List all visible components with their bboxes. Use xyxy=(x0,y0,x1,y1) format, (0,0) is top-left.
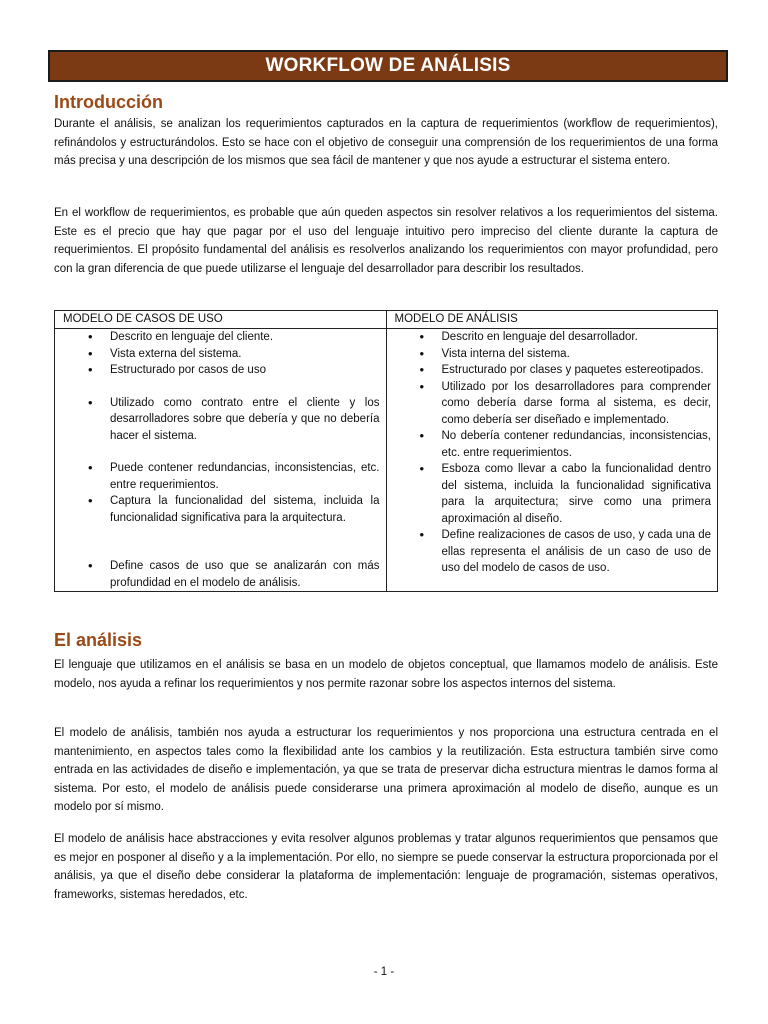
analysis-paragraph-1: El lenguaje que utilizamos en el análisis se basa en un modelo de objetos conceptual, que llamamos modelo de análisis. Este modelo, nos ayuda a refinar los requerimientos y nos permite razonar sobre los aspectos internos del sistema. xyxy=(54,659,718,690)
table-body-row xyxy=(55,329,718,592)
comparison-table xyxy=(54,310,718,592)
analysis-model-list xyxy=(387,329,718,577)
list-item: • Define realizaciones de casos de uso, y cada una de ellas representa el análisis de un caso de uso de uso del modelo de casos de uso. xyxy=(387,527,718,577)
use-case-model-cell xyxy=(55,329,387,592)
use-case-model-list xyxy=(55,329,386,591)
list-item: • Utilizado por los desarrolladores para comprender como debería darse forma al sistema, es decir, como debería ser diseñado e implementado. xyxy=(387,379,718,429)
intro-paragraph-1: Durante el análisis, se analizan los requerimientos capturados en la captura de requerimientos (workflow de requerimientos), refinándolos y estructurándolos. Esto se hace con el objetivo de conseguir una comprensión de los requerimientos de una forma más precisa y una descripción de los mismos que sea fácil de mantener y que nos ayude a estructurar el sistema entero. xyxy=(54,118,718,167)
list-item: • Utilizado como contrato entre el cliente y los desarrolladores sobre que debería y que no debería hacer el sistema. xyxy=(55,395,386,445)
list-item: • Estructurado por casos de uso xyxy=(55,362,386,379)
list-item: • Vista interna del sistema. xyxy=(387,346,718,363)
analysis-heading: El análisis xyxy=(54,630,143,650)
list-item: • Define casos de uso que se analizarán con más profundidad en el modelo de análisis. xyxy=(55,558,386,591)
list-item: • Estructurado por clases y paquetes estereotipados. xyxy=(387,362,718,379)
document-title-banner xyxy=(48,50,728,82)
document-title: WORKFLOW DE ANÁLISIS xyxy=(265,55,511,76)
analysis-paragraph-2: El modelo de análisis, también nos ayuda a estructurar los requerimientos y nos proporciona una estructura centrada en el mantenimiento, en aspectos tales como la flexibilidad ante los cambios y la reutilización. Esta estructura también sirve como entrada en las actividades de diseño e implementación, ya que se trata de preservar dicha estructura mientras le damos forma al sistema. Por esto, el modelo de análisis puede considerarse una primera aproximación al modelo de diseño, aunque es un modelo por sí mismo. xyxy=(54,727,718,813)
header-use-case-model: MODELO DE CASOS DE USO xyxy=(55,311,387,329)
table-header-row xyxy=(55,311,718,329)
list-item: • Puede contener redundancias, inconsistencias, etc. entre requerimientos. xyxy=(55,460,386,493)
list-item: • Captura la funcionalidad del sistema, incluida la funcionalidad significativa para la arquitectura. xyxy=(55,493,386,526)
analysis-paragraph-3: El modelo de análisis hace abstracciones y evita resolver algunos problemas y tratar algunos requerimientos que pensamos que es mejor en posponer al diseño y a la implementación. Por ello, no siempre se puede conservar la estructura proporcionada por el análisis, ya que el diseño debe considerar la plataforma de implementación: lenguaje de programación, sistemas operativos, frameworks, sistemas heredados, etc. xyxy=(54,833,718,901)
intro-paragraph-2: En el workflow de requerimientos, es probable que aún queden aspectos sin resolver relativos a los requerimientos del sistema. Este es el precio que hay que pagar por el uso del lenguaje intuitivo pero impreciso del cliente durante la captura de requerimientos. El propósito fundamental del análisis es resolverlos analizando los requerimientos con mayor profundidad, pero con la gran diferencia de que puede utilizarse el lenguaje del desarrollador para describir los resultados. xyxy=(54,207,718,275)
list-item: • Descrito en lenguaje del cliente. xyxy=(55,329,386,346)
list-item: • Esboza como llevar a cabo la funcionalidad dentro del sistema, incluida la funcionalidad significativa para la arquitectura; sirve como una primera aproximación al diseño. xyxy=(387,461,718,527)
analysis-model-cell xyxy=(386,329,718,592)
page-number: - 1 - xyxy=(373,966,395,978)
intro-heading: Introducción xyxy=(54,92,163,112)
list-item: • Vista externa del sistema. xyxy=(55,346,386,363)
list-item: • Descrito en lenguaje del desarrollador. xyxy=(387,329,718,346)
header-analysis-model: MODELO DE ANÁLISIS xyxy=(386,311,718,329)
list-item: • No debería contener redundancias, inconsistencias, etc. entre requerimientos. xyxy=(387,428,718,461)
